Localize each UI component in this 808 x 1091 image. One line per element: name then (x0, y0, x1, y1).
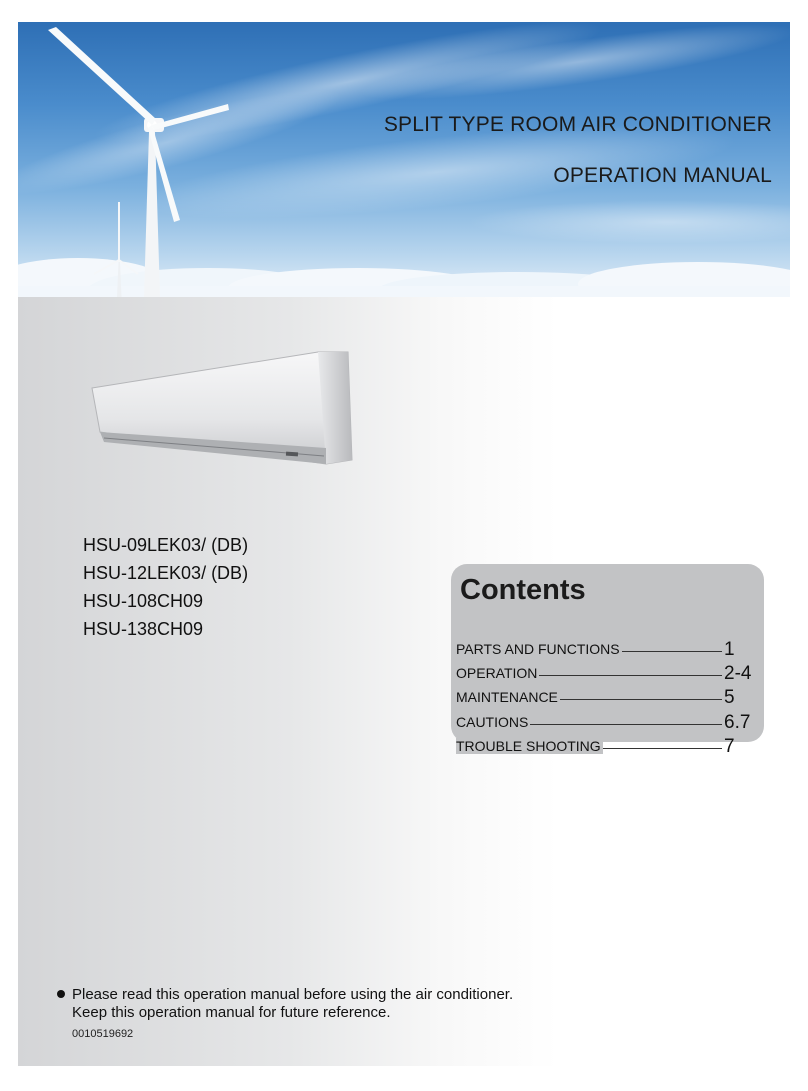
toc-item-page: 1 (724, 639, 735, 660)
contents-heading: Contents (460, 574, 586, 606)
manual-cover (18, 22, 790, 1066)
toc-item-page: 7 (724, 736, 735, 757)
model-number: HSU-12LEK03/ (DB) (83, 563, 249, 583)
toc-item[interactable] (456, 685, 756, 707)
toc-item-label: PARTS AND FUNCTIONS (456, 641, 620, 657)
model-list (83, 531, 248, 643)
product-title: SPLIT TYPE ROOM AIR CONDITIONER (383, 113, 772, 136)
bullet-icon (57, 990, 65, 998)
cover-banner (18, 22, 790, 297)
toc-item-label: OPERATION (456, 665, 538, 681)
note-read-manual: Please read this operation manual before using the air conditioner. (72, 986, 514, 1003)
toc-item-page: 6.7 (724, 712, 751, 733)
manual-title: OPERATION MANUAL (553, 164, 772, 187)
contents-box (451, 564, 764, 757)
air-conditioner-image (90, 348, 358, 468)
document-code: 0010519692 (72, 1028, 134, 1040)
toc-item[interactable] (456, 637, 756, 659)
toc-item-page: 2-4 (724, 663, 752, 684)
model-number: HSU-138CH09 (83, 619, 204, 639)
toc-item-page: 5 (724, 687, 735, 708)
toc-item[interactable] (456, 661, 756, 683)
toc-item[interactable] (456, 710, 756, 732)
toc-item-label: TROUBLE SHOOTING (456, 738, 601, 754)
toc-item-label: CAUTIONS (456, 714, 529, 730)
toc-item[interactable] (456, 734, 756, 756)
wind-turbine-photo (18, 22, 790, 297)
toc-item-label: MAINTENANCE (456, 689, 558, 705)
note-keep-manual: Keep this operation manual for future reference. (72, 1004, 391, 1021)
model-number: HSU-108CH09 (83, 591, 204, 611)
model-number: HSU-09LEK03/ (DB) (83, 535, 249, 555)
